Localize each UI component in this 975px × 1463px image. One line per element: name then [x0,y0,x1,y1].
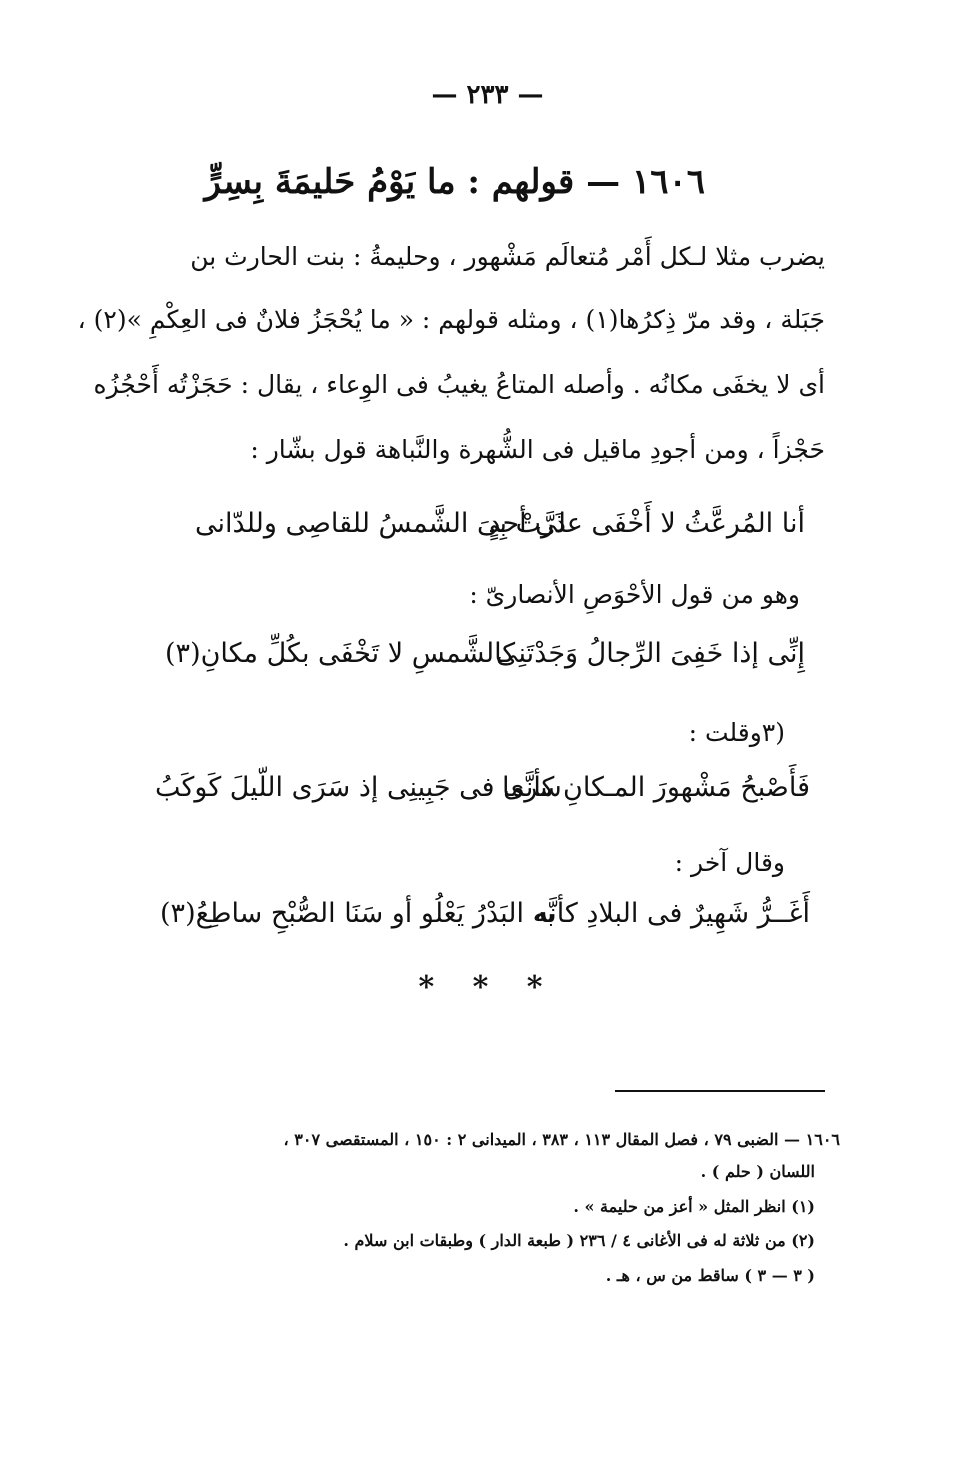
paragraph-line-3: أى لا يخفَى مكانُه . وأصله المتاعُ يغيبُ فى الوِعاء ، يقال : حَجَزْتُه أَحْجُزُه [93,370,825,399]
proverb-title: ١٦٠٦ — قولهم : ما يَوْمُ حَليمَةَ بِسِرٍّ [204,162,705,202]
footnote-rule [615,1090,825,1092]
paragraph-line-2: جَبَلة ، وقد مرّ ذِكرُها(١) ، ومثله قولهم : « ما يُحْجَزُ فلانٌ فى العِكْمِ »(٢) ، [77,305,825,334]
paragraph-line-1: يضرب مثلا لـكل أَمْر مُتعالَم مَشْهور ، وحليمةُ : بنت الحارث بن [190,242,825,271]
footnote-sources: ١٦٠٦ — الضبى ٧٩ ، فصل المقال ١١٣ ، ٣٨٣ ، الميدانى ٢ : ١٥٠ ، المستقصى ٣٠٧ ، [283,1130,840,1149]
footnote-1: (١) انظر المثل « أعز من حليمة » . [573,1197,815,1216]
footnote-2: (٢) من ثلاثة له فى الأغانى ٤ / ٢٣٦ ( طبعة الدار ) وطبقات ابن سلام . [343,1231,815,1250]
verse-4-first-hemistich: أَغَــرُّ شَهِيرٌ فى البلادِ كأنَّه [534,898,810,929]
footnote-3: ( ٣ — ٣ ) ساقط من س ، هـ . [605,1266,815,1285]
verse-1-second-hemistich: ذَرَّتْ بِىَ الشَّمسُ للقاصِى وللدّانى [195,508,567,539]
verse-3-second-hemistich: سرى فى جَبِينِى إذ سَرَى اللّيلَ كَوكَبُ [155,772,562,803]
page-number: — ٢٣٣ — [431,80,544,110]
verse-2-first-hemistich: إِنِّى إذا خَفِىَ الرِّجالُ وَجَدْتَنِى [496,638,805,669]
intro-line-4: وقال آخر : [674,848,785,877]
verse-4-second-hemistich: به البَدْرُ يَعْلُو أو سَنَا الصُّبْحِ ساطِعُ(٣) [160,898,555,929]
paragraph-line-4: حَجْزاً ، ومن أجودِ ماقيل فى الشُّهرة والنَّباهة قول بشّار : [250,435,825,464]
verse-1-first-hemistich: أنا المُرعَّثُ لا أَخْفَى على أحدٍ [488,508,805,539]
footnote-sources-cont: اللسان ( حلم ) . [700,1162,815,1181]
section-separator-stars: * * * [418,970,557,1005]
intro-line-3: (٣وقلت : [688,718,785,747]
verse-2-second-hemistich: كالشَّمسِ لا تَخْفَى بكُلِّ مكانِ(٣) [165,638,516,669]
verse-3-first-hemistich: فَأَصْبحُ مَشْهورَ المـكانِ كأنَّما [501,772,810,803]
intro-line-2: وهو من قول الأحْوَصِ الأنصارىّ : [469,580,800,609]
